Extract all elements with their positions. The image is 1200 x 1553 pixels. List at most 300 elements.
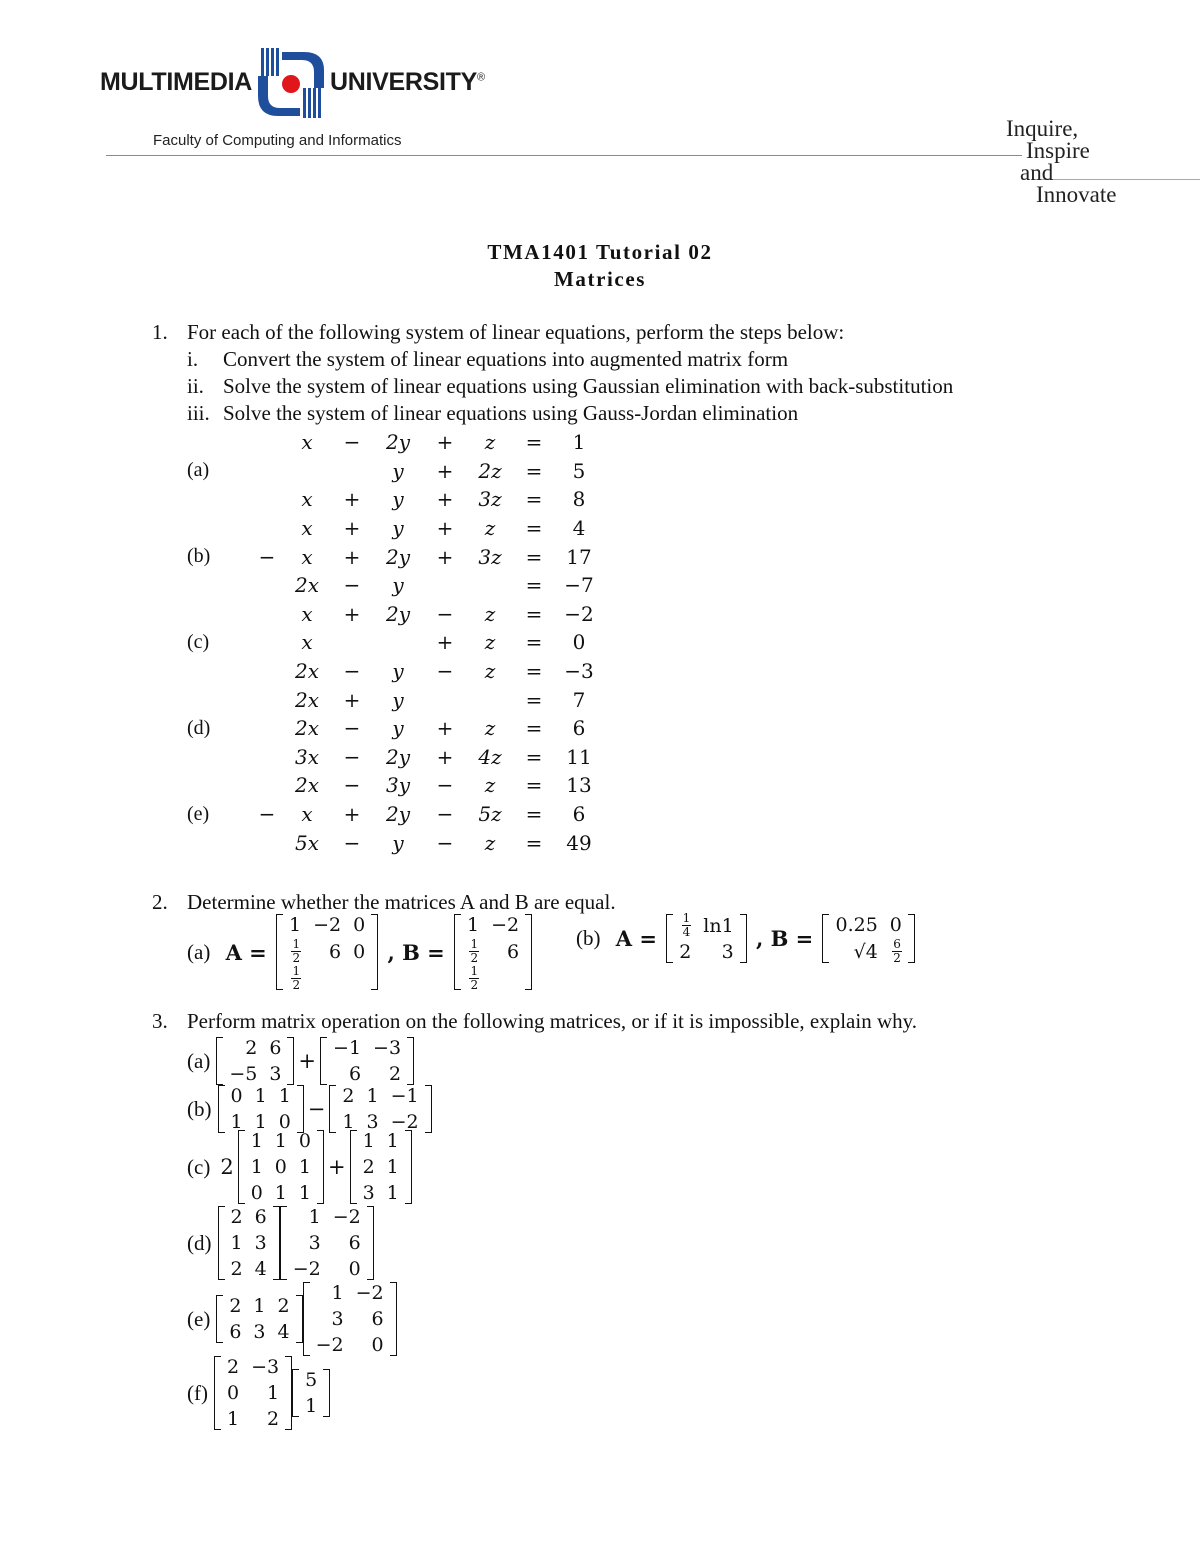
matrix-cell: 1 <box>254 1111 267 1133</box>
equation-cell-op1 <box>337 457 367 486</box>
fraction: $\frac{1}{4}$ <box>682 911 691 939</box>
equation-cell-eq: = <box>525 458 543 483</box>
equation-row <box>187 485 609 514</box>
equation-cell-neg <box>257 714 277 743</box>
equation-cell-x: 2x <box>294 716 319 741</box>
equation-cell-r: 0 <box>572 630 586 655</box>
q1-text: For each of the following system of linear equations, perform the steps below: <box>187 320 845 344</box>
equation-cell-lbl <box>187 428 257 457</box>
q2b-B-label: , B = <box>755 926 814 951</box>
q2-part-a <box>187 912 532 992</box>
matrix-cell: 2 <box>679 941 692 963</box>
matrix-cell: 1 <box>331 1282 344 1304</box>
matrix-cell <box>307 965 347 992</box>
scalar: 2 <box>220 1155 234 1179</box>
matrix-cell: 0 <box>353 940 366 963</box>
matrix-row <box>223 1035 287 1061</box>
matrix-cell: √4 <box>853 940 878 963</box>
matrix-cell: −2 <box>292 1258 321 1280</box>
matrix-2 <box>303 1280 397 1358</box>
equation-cell-eq: = <box>525 601 543 626</box>
equation-cell-op1: + <box>343 802 361 827</box>
matrix-cell: 2 <box>277 1295 290 1317</box>
equation-cell-r: 4 <box>572 516 586 541</box>
matrix-row <box>299 1367 323 1393</box>
equation-cell-y: y <box>392 659 404 684</box>
q3-item-c <box>187 1128 412 1206</box>
motto-line-1: Inquire, <box>1006 116 1079 141</box>
q2a-B-label: , B = <box>387 939 445 965</box>
equation-row <box>187 800 609 829</box>
matrix-row <box>283 938 371 965</box>
matrix-cell: 6 <box>348 1063 362 1085</box>
equation-cell-op2: + <box>436 487 454 512</box>
matrix-cell: 1 <box>250 1156 263 1178</box>
matrix-1 <box>238 1128 324 1206</box>
equation-row <box>187 743 609 772</box>
equation-cell-lbl: (c) <box>187 630 210 653</box>
matrix-cell: 0 <box>298 1130 311 1152</box>
equation-cell-lbl: (d) <box>187 716 211 739</box>
q3-item-label: (a) <box>187 1048 211 1073</box>
equation-cell-neg: − <box>258 802 276 827</box>
equation-cell-op2: + <box>436 458 454 483</box>
matrix-cell: 1 <box>230 1111 243 1133</box>
equation-cell-eq: = <box>525 573 543 598</box>
matrix-row <box>357 1128 405 1154</box>
equation-cell-neg <box>257 685 277 714</box>
matrix-2 <box>320 1035 414 1087</box>
matrix-cell <box>347 965 371 992</box>
q2a-matrix-B <box>454 912 532 992</box>
equation-cell-y <box>367 628 429 657</box>
matrix-row <box>221 1354 285 1380</box>
equation-cell-y: 2y <box>385 544 411 569</box>
matrix-cell <box>283 965 307 992</box>
equation-cell-z: z <box>484 630 496 655</box>
equation-row <box>187 457 609 486</box>
matrix-cell: −2 <box>313 914 342 936</box>
matrix-cell: 3 <box>366 1111 379 1133</box>
matrix-cell: 2 <box>362 1156 375 1178</box>
equation-cell-op1 <box>337 628 367 657</box>
equation-cell-z: 3z <box>478 544 502 569</box>
equation-row <box>187 714 609 743</box>
equation-cell-neg <box>257 657 277 686</box>
matrix-row <box>310 1280 390 1306</box>
matrix-cell <box>884 938 908 965</box>
equation-cell-r: 6 <box>572 802 586 827</box>
matrix-cell: 1 <box>386 1130 399 1152</box>
equation-cell-r: 5 <box>572 458 586 483</box>
equation-cell-lbl: (e) <box>187 802 210 825</box>
equation-cell-op2: + <box>436 744 454 769</box>
q2b-A-label: A = <box>615 926 657 951</box>
equation-cell-y: y <box>392 687 404 712</box>
matrix-cell: 1 <box>305 1395 318 1417</box>
matrix-cell: 4 <box>254 1258 267 1280</box>
equation-cell-neg <box>257 428 277 457</box>
matrix-cell: 6 <box>371 1308 384 1330</box>
equation-cell-x <box>277 457 337 486</box>
equation-cell-x: x <box>301 516 313 541</box>
operator: + <box>298 1049 317 1073</box>
matrix-cell: 6 <box>229 1321 242 1343</box>
equation-cell-x: x <box>301 430 313 455</box>
equation-cell-neg <box>257 628 277 657</box>
linear-systems-table <box>187 428 609 857</box>
matrix-cell: ln1 <box>703 914 734 937</box>
equation-cell-z: 5z <box>478 802 502 827</box>
matrix-cell: 6 <box>254 1206 267 1228</box>
equation-cell-eq: = <box>525 544 543 569</box>
q1-step-num: i. <box>187 347 199 371</box>
matrix-row <box>327 1035 407 1061</box>
fraction: $\frac{6}{2}$ <box>893 937 901 965</box>
q1-step-text: Solve the system of linear equations using Gaussian elimination with back-substitution <box>223 374 954 398</box>
equation-cell-neg <box>257 743 277 772</box>
matrix-row <box>357 1180 405 1206</box>
equation-cell-r: −7 <box>564 573 594 598</box>
matrix-cell: 1 <box>289 914 302 936</box>
equation-cell-z: 4z <box>478 744 502 769</box>
equation-row <box>187 571 609 600</box>
matrix-cell: 3 <box>269 1063 282 1085</box>
matrix-row <box>673 939 740 965</box>
equation-cell-eq: = <box>525 487 543 512</box>
equation-cell-x: 2x <box>294 573 319 598</box>
matrix-cell: 1 <box>467 914 480 936</box>
equation-cell-x: x <box>301 630 313 655</box>
matrix-row <box>299 1393 323 1419</box>
equation-cell-r: 49 <box>566 830 592 855</box>
equation-cell-lbl <box>187 685 257 714</box>
equation-cell-op2: + <box>436 716 454 741</box>
equation-cell-eq: = <box>525 687 543 712</box>
matrix-cell: 0 <box>226 1382 240 1404</box>
equation-cell-r: 13 <box>566 773 592 798</box>
equation-cell-y: 2y <box>385 744 411 769</box>
matrix-cell: −2 <box>355 1282 384 1304</box>
matrix-cell: 1 <box>298 1182 311 1204</box>
matrix-row <box>245 1154 317 1180</box>
matrix-row <box>461 912 525 938</box>
matrix-row <box>287 1230 367 1256</box>
equation-cell-x: 3x <box>294 744 319 769</box>
equation-cell-y: y <box>392 516 404 541</box>
document-title: TMA1401 Tutorial 02 <box>487 240 713 264</box>
q3-item-label: (e) <box>187 1306 211 1331</box>
matrix-cell: 1 <box>298 1156 311 1178</box>
equation-row <box>187 685 609 714</box>
q2a-A-label: A = <box>225 939 267 965</box>
equation-cell-op2: − <box>436 802 454 827</box>
equation-cell-y: y <box>392 458 404 483</box>
equation-cell-op2: − <box>436 659 454 684</box>
equation-cell-op2: + <box>436 430 454 455</box>
q3-text: Perform matrix operation on the following matrices, or if it is impossible, explain why. <box>187 1009 917 1033</box>
equation-cell-x: 2x <box>294 687 319 712</box>
equation-cell-lbl <box>187 828 257 857</box>
matrix-cell: −2 <box>390 1111 419 1133</box>
q1-step-num: iii. <box>187 401 210 425</box>
equation-cell-lbl: (a) <box>187 459 210 482</box>
matrix-row <box>310 1306 390 1332</box>
matrix-row <box>673 912 740 939</box>
matrix-cell: 1 <box>386 1156 399 1178</box>
matrix-cell: 1 <box>250 1130 263 1152</box>
matrix-row <box>225 1204 273 1230</box>
equation-cell-op1: + <box>343 516 361 541</box>
matrix-2 <box>292 1367 330 1419</box>
matrix-cell: 0 <box>230 1085 243 1107</box>
equation-cell-r: 11 <box>566 744 592 769</box>
matrix-cell: −1 <box>333 1037 362 1059</box>
matrix-cell: 6 <box>507 940 520 963</box>
logo-university-word: UNIVERSITY <box>330 68 478 96</box>
equation-cell-eq: = <box>525 830 543 855</box>
matrix-cell: 3 <box>362 1182 375 1204</box>
equation-cell-y: y <box>392 830 404 855</box>
matrix-row <box>221 1380 285 1406</box>
equation-cell-r: 17 <box>566 544 592 569</box>
matrix-row <box>287 1204 367 1230</box>
equation-cell-lbl <box>187 514 257 543</box>
matrix-row <box>357 1154 405 1180</box>
equation-cell-y: 2y <box>385 802 411 827</box>
equation-cell-z: z <box>484 516 496 541</box>
university-logo-icon <box>256 48 326 120</box>
motto-line-2: Inspire <box>1026 138 1090 163</box>
matrix-row <box>461 965 525 992</box>
q3-number: 3. <box>152 1009 168 1033</box>
document-subtitle: Matrices <box>553 267 647 291</box>
equation-cell-op1: − <box>343 659 361 684</box>
matrix-cell: −5 <box>229 1063 258 1085</box>
matrix-cell: 3 <box>331 1308 344 1330</box>
equation-cell-neg <box>257 485 277 514</box>
equation-cell-neg <box>257 771 277 800</box>
matrix-cell: 1 <box>362 1130 375 1152</box>
equation-cell-op2: + <box>436 630 454 655</box>
matrix-2 <box>280 1204 374 1282</box>
equation-cell-eq: = <box>525 630 543 655</box>
matrix-cell: 1 <box>267 1382 280 1404</box>
matrix-cell: 3 <box>308 1232 321 1254</box>
logo-text-left: MULTIMEDIA <box>100 68 253 96</box>
matrix-cell: 2 <box>230 1258 243 1280</box>
equation-cell-op2: + <box>436 544 454 569</box>
matrix-row <box>283 912 371 938</box>
equation-cell-neg: − <box>258 544 276 569</box>
q3-item-a <box>187 1035 414 1087</box>
equation-row <box>187 628 609 657</box>
header-rule <box>106 155 1022 156</box>
motto <box>1006 118 1116 206</box>
equation-cell-r: 1 <box>572 430 586 455</box>
equation-cell-lbl <box>187 657 257 686</box>
equation-cell-y: 2y <box>385 601 411 626</box>
matrix-cell: 1 <box>308 1206 321 1228</box>
equation-cell-y: y <box>392 573 404 598</box>
motto-line-3: and <box>1020 160 1054 185</box>
equation-cell-neg <box>257 600 277 629</box>
equation-cell-r: −3 <box>564 659 594 684</box>
equation-cell-op1: − <box>343 744 361 769</box>
equation-row <box>187 657 609 686</box>
matrix-cell <box>673 912 697 939</box>
fraction: $\frac{1}{2}$ <box>470 964 479 992</box>
matrix-cell: −2 <box>491 914 520 936</box>
equation-row <box>187 514 609 543</box>
equation-cell-op1: − <box>343 716 361 741</box>
q2a-matrix-A <box>276 912 378 992</box>
logo-text-right <box>330 68 485 97</box>
matrix-1 <box>216 1293 302 1345</box>
equation-cell-op1: − <box>343 430 361 455</box>
matrix-cell: 2 <box>342 1085 355 1107</box>
equation-cell-neg <box>257 828 277 857</box>
matrix-row <box>336 1083 424 1109</box>
matrix-row <box>221 1406 285 1432</box>
q2b-label: (b) <box>576 926 601 950</box>
matrix-cell: 1 <box>366 1085 379 1107</box>
q2b-matrix-A <box>666 912 747 965</box>
motto-line-4: Innovate <box>1036 182 1117 207</box>
equation-cell-lbl: (b) <box>187 545 211 568</box>
equation-cell-neg <box>257 457 277 486</box>
equation-cell-y: y <box>392 716 404 741</box>
equation-cell-x: 2x <box>294 773 319 798</box>
equation-cell-eq: = <box>525 802 543 827</box>
matrix-cell: 1 <box>274 1130 287 1152</box>
equation-cell-z: z <box>484 830 496 855</box>
matrix-1 <box>216 1035 294 1087</box>
equation-cell-r: 8 <box>572 487 586 512</box>
matrix-cell: 1 <box>342 1111 355 1133</box>
equation-cell-z <box>461 685 519 714</box>
equation-row <box>187 600 609 629</box>
equation-cell-z: z <box>484 659 496 684</box>
matrix-cell: 1 <box>278 1085 291 1107</box>
equation-cell-x: x <box>301 802 313 827</box>
equation-cell-r: −2 <box>564 601 594 626</box>
matrix-cell: −3 <box>251 1356 280 1378</box>
matrix-1 <box>214 1354 292 1432</box>
matrix-row <box>287 1256 367 1282</box>
equation-cell-op2: + <box>436 516 454 541</box>
matrix-cell: −1 <box>390 1085 419 1107</box>
equation-cell-lbl <box>187 743 257 772</box>
equation-cell-z: z <box>484 773 496 798</box>
equation-cell-op1: + <box>343 487 361 512</box>
matrix-cell <box>461 938 485 965</box>
operator: − <box>307 1097 326 1121</box>
matrix-cell: 4 <box>277 1321 290 1343</box>
matrix-cell: 3 <box>721 941 734 963</box>
matrix-2 <box>350 1128 412 1206</box>
matrix-cell: 2 <box>229 1295 242 1317</box>
equation-cell-lbl <box>187 571 257 600</box>
equation-cell-op1: − <box>343 573 361 598</box>
equation-cell-op1: − <box>343 773 361 798</box>
equation-cell-x: x <box>301 601 313 626</box>
equation-cell-z <box>461 571 519 600</box>
equation-cell-op1: + <box>343 601 361 626</box>
q3-item-e <box>187 1280 397 1358</box>
q2-number: 2. <box>152 890 168 914</box>
registered-mark: ® <box>477 71 485 84</box>
matrix-cell: 1 <box>274 1182 287 1204</box>
equation-cell-x: x <box>301 544 313 569</box>
matrix-cell <box>461 965 485 992</box>
equation-cell-op2: − <box>436 773 454 798</box>
equation-cell-x: 5x <box>294 830 319 855</box>
matrix-1 <box>218 1204 280 1282</box>
equation-cell-neg <box>257 571 277 600</box>
matrix-cell: 0 <box>348 1258 361 1280</box>
matrix-cell: −2 <box>332 1206 361 1228</box>
matrix-row <box>225 1256 273 1282</box>
matrix-row <box>829 938 907 965</box>
matrix-cell: 2 <box>226 1356 240 1378</box>
matrix-cell: 0 <box>278 1111 291 1133</box>
matrix-cell: 2 <box>267 1408 280 1430</box>
matrix-row <box>283 965 371 992</box>
matrix-cell: 2 <box>388 1063 402 1085</box>
equation-cell-r: 6 <box>572 716 586 741</box>
matrix-cell: 2 <box>245 1037 258 1059</box>
equation-cell-x: 2x <box>294 659 319 684</box>
equation-cell-op1: − <box>343 830 361 855</box>
equation-cell-eq: = <box>525 744 543 769</box>
matrix-row <box>245 1180 317 1206</box>
fraction: $\frac{1}{2}$ <box>470 937 479 965</box>
q1-step-num: ii. <box>187 374 204 398</box>
matrix-row <box>225 1083 297 1109</box>
equation-cell-eq: = <box>525 716 543 741</box>
q3-item-label: (c) <box>187 1154 211 1179</box>
matrix-cell: 0 <box>250 1182 263 1204</box>
equation-cell-eq: = <box>525 773 543 798</box>
equation-row <box>187 771 609 800</box>
matrix-cell: 6 <box>329 940 342 963</box>
q2a-label: (a) <box>187 939 211 964</box>
equation-cell-z: 3z <box>478 487 502 512</box>
equation-cell-z: z <box>484 601 496 626</box>
matrix-cell: 1 <box>230 1232 243 1254</box>
matrix-row <box>223 1293 295 1319</box>
fraction: $\frac{1}{2}$ <box>292 964 301 992</box>
equation-cell-op2: − <box>436 601 454 626</box>
q2-part-b <box>576 912 915 965</box>
equation-cell-neg <box>257 514 277 543</box>
matrix-row <box>223 1319 295 1345</box>
q2-text: Determine whether the matrices A and B are equal. <box>187 890 616 914</box>
q2b-matrix-B <box>822 912 914 965</box>
matrix-cell: 1 <box>254 1085 267 1107</box>
matrix-cell: 3 <box>254 1232 267 1254</box>
matrix-row <box>829 912 907 938</box>
equation-row <box>187 542 609 571</box>
matrix-cell <box>283 938 307 965</box>
equation-cell-z: z <box>484 430 496 455</box>
equation-cell-lbl <box>187 771 257 800</box>
equation-cell-lbl <box>187 485 257 514</box>
equation-cell-eq: = <box>525 659 543 684</box>
q3-item-label: (b) <box>187 1096 212 1121</box>
matrix-cell: 1 <box>386 1182 399 1204</box>
